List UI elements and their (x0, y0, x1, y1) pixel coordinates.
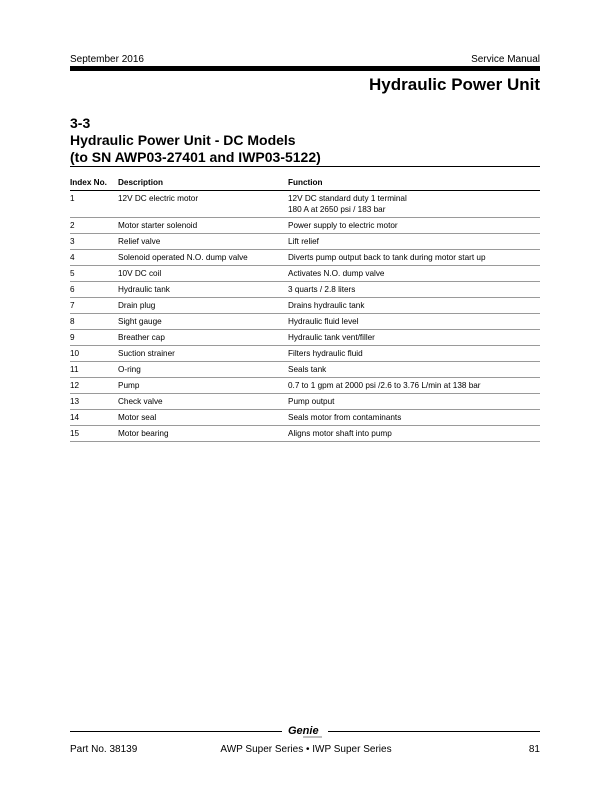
table-row (70, 314, 540, 330)
table-row (70, 218, 540, 234)
cell-function: Pump output (288, 394, 540, 410)
table-row (70, 362, 540, 378)
cell-index: 13 (70, 394, 118, 410)
table-row (70, 234, 540, 250)
footer-part-number: Part No. 38139 (70, 744, 138, 755)
cell-description: Pump (118, 378, 288, 394)
cell-description: Hydraulic tank (118, 282, 288, 298)
genie-logo (286, 721, 326, 741)
table-row (70, 250, 540, 266)
section-title-line2: (to SN AWP03-27401 and IWP03-5122) (70, 149, 321, 165)
section-title-line1: Hydraulic Power Unit - DC Models (70, 132, 296, 148)
cell-function: Diverts pump output back to tank during motor start up (288, 250, 540, 266)
cell-index: 15 (70, 426, 118, 442)
header-index: Index No. (70, 174, 118, 191)
header-function: Function (288, 174, 540, 191)
cell-description: Suction strainer (118, 346, 288, 362)
cell-index: 7 (70, 298, 118, 314)
cell-function: 3 quarts / 2.8 liters (288, 282, 540, 298)
cell-index: 8 (70, 314, 118, 330)
cell-index: 3 (70, 234, 118, 250)
cell-function (288, 191, 540, 218)
table-row (70, 298, 540, 314)
table-row (70, 346, 540, 362)
cell-description: Solenoid operated N.O. dump valve (118, 250, 288, 266)
cell-index: 12 (70, 378, 118, 394)
cell-description: Motor bearing (118, 426, 288, 442)
cell-index: 1 (70, 191, 118, 218)
table-row (70, 282, 540, 298)
cell-function-line1: 12V DC standard duty 1 terminal (288, 194, 407, 203)
header-manual-title: Service Manual (471, 54, 540, 65)
parts-table (70, 174, 540, 442)
table-row (70, 378, 540, 394)
cell-function-line2: 180 A at 2650 psi / 183 bar (288, 205, 386, 214)
svg-text:Genie: Genie (288, 725, 319, 737)
cell-function: Activates N.O. dump valve (288, 266, 540, 282)
cell-index: 11 (70, 362, 118, 378)
cell-index: 14 (70, 410, 118, 426)
section-number: 3-3 (70, 115, 91, 131)
cell-function: Filters hydraulic fluid (288, 346, 540, 362)
cell-function: Lift relief (288, 234, 540, 250)
footer-rule-left (70, 731, 282, 732)
table-row (70, 426, 540, 442)
header-bar (70, 66, 540, 71)
cell-description: Breather cap (118, 330, 288, 346)
cell-description: Motor starter solenoid (118, 218, 288, 234)
footer-page-number: 81 (528, 744, 540, 755)
footer-series: AWP Super Series • IWP Super Series (220, 744, 392, 755)
cell-description: Relief valve (118, 234, 288, 250)
cell-index: 6 (70, 282, 118, 298)
cell-description: Sight gauge (118, 314, 288, 330)
header-date: September 2016 (70, 54, 144, 65)
cell-index: 4 (70, 250, 118, 266)
table-row (70, 410, 540, 426)
cell-function: Drains hydraulic tank (288, 298, 540, 314)
header-description: Description (118, 174, 288, 191)
cell-index: 10 (70, 346, 118, 362)
section-title (70, 132, 540, 166)
cell-function: Hydraulic tank vent/filler (288, 330, 540, 346)
cell-function: Aligns motor shaft into pump (288, 426, 540, 442)
cell-description: 12V DC electric motor (118, 191, 288, 218)
cell-function: Power supply to electric motor (288, 218, 540, 234)
cell-description: 10V DC coil (118, 266, 288, 282)
table-row (70, 191, 540, 218)
cell-index: 2 (70, 218, 118, 234)
table-row (70, 394, 540, 410)
table-header-row (70, 174, 540, 191)
cell-function: Seals motor from contaminants (288, 410, 540, 426)
chapter-title: Hydraulic Power Unit (369, 75, 540, 94)
cell-description: Motor seal (118, 410, 288, 426)
cell-function: Hydraulic fluid level (288, 314, 540, 330)
cell-description: Check valve (118, 394, 288, 410)
section-rule (70, 166, 540, 167)
table-row (70, 330, 540, 346)
footer-rule-right (328, 731, 540, 732)
cell-index: 9 (70, 330, 118, 346)
cell-function: Seals tank (288, 362, 540, 378)
table-row (70, 266, 540, 282)
cell-description: Drain plug (118, 298, 288, 314)
cell-description: O-ring (118, 362, 288, 378)
cell-function: 0.7 to 1 gpm at 2000 psi /2.6 to 3.76 L/min at 138 bar (288, 378, 540, 394)
cell-index: 5 (70, 266, 118, 282)
